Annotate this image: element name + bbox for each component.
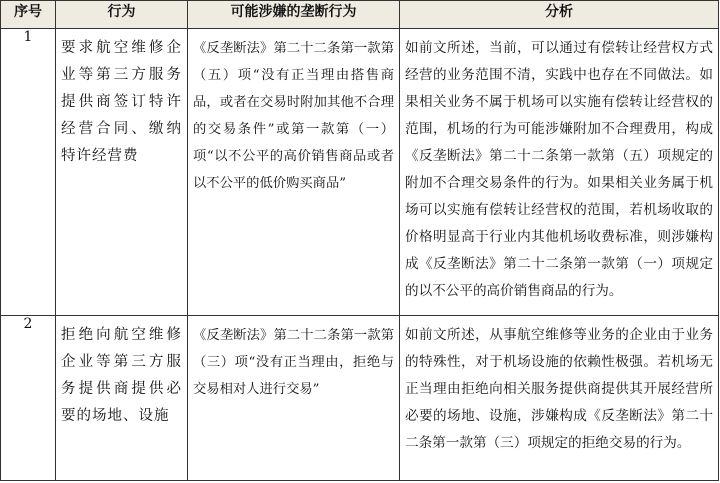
header-num: 序号 xyxy=(1,1,56,29)
monopoly-text: 《反垄断法》第二十二条第一款第（五）项“没有正当理由搭售商品，或者在交易时附加其他不合理的交易条件”或第一款第（一）项“以不公平的高价销售商品或者以不公平的低价购买商品” xyxy=(193,41,394,191)
table-row xyxy=(1,29,719,316)
header-analysis: 分析 xyxy=(400,1,719,29)
monopoly-cell xyxy=(188,316,400,481)
behavior-cell xyxy=(56,316,188,481)
behavior-text: 拒绝向航空维修企业等第三方服务提供商提供必要的场地、设施 xyxy=(61,327,182,424)
analysis-cell xyxy=(400,316,719,481)
analysis-cell xyxy=(400,29,719,316)
table-header-row xyxy=(1,1,719,29)
analysis-text: 如前文所述，从事航空维修等业务的企业由于业务的特殊性，对于机场设施的依赖性极强。若机场无正当理由拒绝向相关服务提供商提供其开展经营所必要的场地、设施，涉嫌构成《反垄断法》第二十二条第一款第（三）项规定的拒绝交易的行为。 xyxy=(405,327,713,451)
header-behavior: 行为 xyxy=(56,1,188,29)
behavior-text: 要求航空维修企业等第三方服务提供商签订特许经营合同、缴纳特许经营费 xyxy=(61,40,182,164)
row-number: 2 xyxy=(1,316,56,481)
behavior-cell xyxy=(56,29,188,316)
monopoly-cell xyxy=(188,29,400,316)
table-row xyxy=(1,316,719,481)
row-number: 1 xyxy=(1,29,56,316)
analysis-text: 如前文所述，当前，可以通过有偿转让经营权方式经营的业务范围不清，实践中也存在不同做法。如果相关业务不属于机场可以实施有偿转让经营权的范围，机场的行为可能涉嫌附加不合理费用，构成《反垄断法》第二十二条第一款第（五）项规定的附加不合理交易条件的行为。如果相关业务属于机场可以实施有偿转让经营权的范围，若机场收取的价格明显高于行业内其他机场收费标准，则涉嫌构成《反垄断法》第二十二条第一款第（一）项规定的以不公平的高价销售商品的行为。 xyxy=(405,40,713,299)
monopoly-text: 《反垄断法》第二十二条第一款第（三）项“没有正当理由，拒绝与交易相对人进行交易” xyxy=(193,328,394,397)
header-monopoly: 可能涉嫌的垄断行为 xyxy=(188,1,400,29)
